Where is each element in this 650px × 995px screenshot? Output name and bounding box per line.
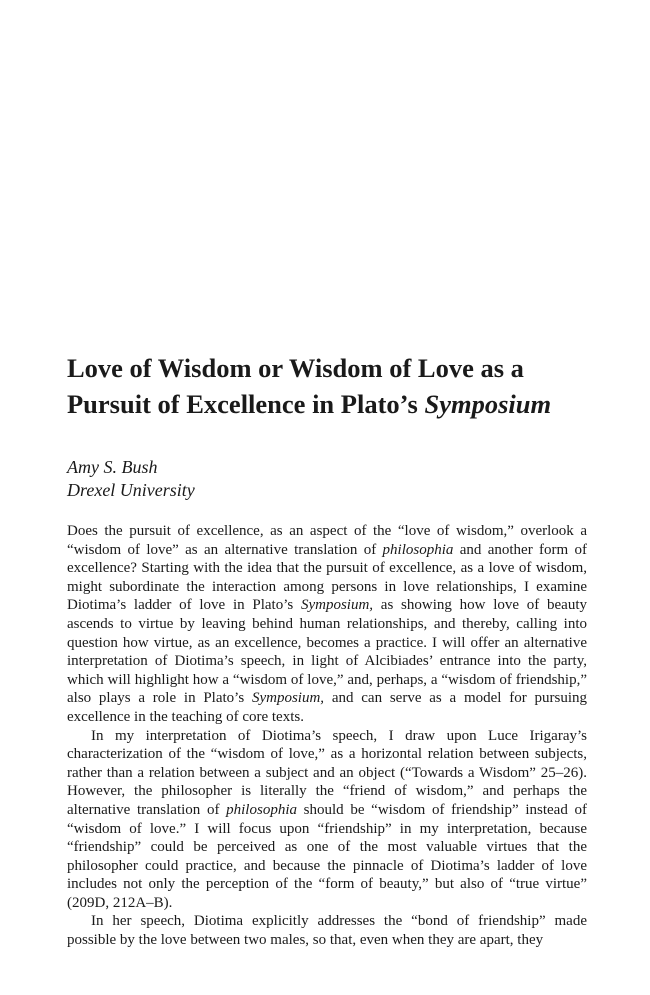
title-line-2-prefix: Pursuit of Excellence in Plato’s	[67, 389, 425, 419]
paragraph-1-italic-1: philosophia	[382, 541, 454, 558]
paragraph-1-text-b: and another form of excellence? Starting with the idea that the pursuit of excellence, as a love of wisdom, might subordinate the interaction among persons in love relationships, I examine Diotima’s ladder of love in Plato’s	[67, 541, 587, 614]
title-line-2-italic: Symposium	[424, 389, 552, 419]
paragraph-1-text-a: Does the pursuit of excellence, as an aspect of the “love of wisdom,” overlook a “wisdom of love” as an alternative translation of	[67, 523, 587, 558]
paragraph-1	[67, 522, 587, 727]
paragraph-2	[67, 727, 587, 913]
paragraph-1-text-c: as showing how love of beauty ascends to virtue by leaving behind human relationships, and thereby, calling into question how virtue, as an excellence, becomes a practice. I will offer an alternative interpretation of Diotima’s speech, in light of Alcibiades’ entrance into the party, which will highlight how a “wisdom of love,” and, perhaps, a “wisdom of friendship,” also plays a role in Plato’s	[67, 597, 587, 707]
article-body	[67, 522, 587, 950]
paragraph-2-text-a: In my interpretation of Diotima’s speech, I draw upon Luce Irigaray’s characterization of the “wisdom of love,” as a horizontal relation between subjects, rather than a relation between a subject and an object (“Towards a Wisdom” 25–26). However, the philosopher is literally the “friend of wisdom,” and perhaps the alternative translation of	[67, 727, 587, 818]
paragraph-1-italic-3: Symposium,	[251, 690, 325, 707]
author-block	[67, 456, 587, 502]
title-line-1: Love of Wisdom or Wisdom of Love as a	[67, 353, 524, 383]
document-page	[67, 350, 587, 950]
paragraph-3	[67, 912, 587, 949]
paragraph-1-text-d: and can serve as a model for pursuing excellence in the teaching of core texts.	[67, 690, 588, 725]
paragraph-1-italic-2: Symposium,	[300, 597, 374, 614]
paragraph-3-text-a: In her speech, Diotima explicitly addresses the “bond of friendship” made possible by the love between two males, so that, even when they are apart, they	[67, 913, 587, 949]
paragraph-2-italic-1: philosophia	[226, 801, 297, 818]
paragraph-2-text-b: should be “wisdom of friendship” instead of “wisdom of love.” I will focus upon “friendship” in my interpretation, because “friendship” could be perceived as one of the most valuable virtues that the philosopher could practice, and because the pinnacle of Diotima’s ladder of love includes not only the perception of the “form of beauty,” but also of “true virtue” (209D, 212A–B).	[67, 801, 588, 911]
article-title	[67, 350, 587, 422]
author-affiliation: Drexel University	[67, 480, 195, 500]
author-name: Amy S. Bush	[67, 457, 158, 477]
